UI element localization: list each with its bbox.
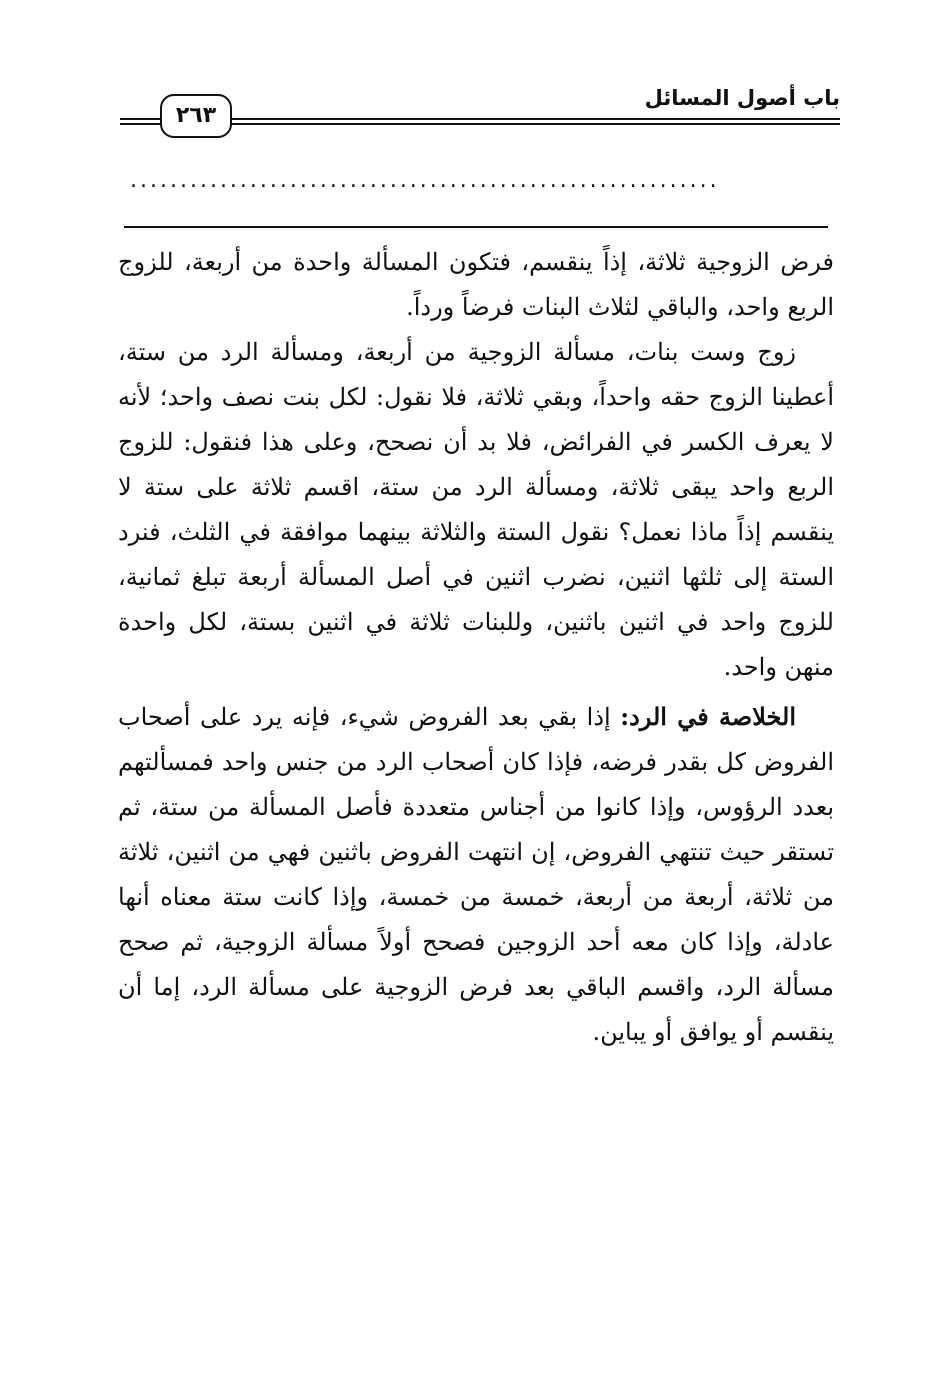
- paragraph-1: فرض الزوجية ثلاثة، إذاً ينقسم، فتكون المسألة واحدة من أربعة، للزوج الربع واحد، والباقي لثلاث البنات فرضاً ورداً.: [118, 248, 834, 321]
- paragraph-3: [118, 694, 834, 1055]
- header-rule-left: [120, 118, 160, 125]
- summary-heading: الخلاصة في الرد:: [620, 702, 796, 731]
- summary-text: إذا بقي بعد الفروض شيء، فإنه يرد على أصحاب الفروض كل بقدر فرضه، فإذا كان أصحاب الرد من جنس واحد فمسألتهم بعدد الرؤوس، وإذا كانوا من أجناس متعددة فأصل المسألة من ستة، ثم تستقر حيث تنتهي الفروض، إن انتهت الفروض باثنين فهي من اثنين، ثلاثة من ثلاثة، أربعة من أربعة، خمسة من خمسة، وإذا كانت ستة معناه أنها عادلة، وإذا كان معه أحد الزوجين فصحح أولاً مسألة الزوجية، ثم صحح مسألة الرد، واقسم الباقي بعد فرض الزوجية على مسألة الرد، إما أن ينقسم أو يوافق أو يباين.: [118, 703, 835, 1046]
- dotted-separator: ...........................................................: [130, 168, 720, 193]
- main-text: [118, 240, 834, 1055]
- horizontal-divider: [124, 226, 828, 228]
- header-rule-right: [230, 118, 840, 125]
- chapter-title: باب أصول المسائل: [644, 86, 840, 110]
- paragraph-2: زوج وست بنات، مسألة الزوجية من أربعة، ومسألة الرد من ستة، أعطينا الزوج حقه واحداً، وبقي ثلاثة، فلا نقول: لكل بنت نصف واحد؛ لأنه لا يعرف الكسر في الفرائض، فلا بد أن نصحح، وعلى هذا فنقول: للزوج الربع واحد يبقى ثلاثة، ومسألة الرد من ستة، اقسم ثلاثة على ستة لا ينقسم إذاً ماذا نعمل؟ نقول الستة والثلاثة بينهما موافقة في الثلث، فنرد الستة إلى ثلثها اثنين، نضرب اثنين في أصل المسألة أربعة تبلغ ثمانية، للزوج واحد في اثنين باثنين، وللبنات ثلاثة في اثنين بستة، لكل واحدة منهن واحد.: [118, 338, 834, 681]
- page-number: ٢٦٣: [160, 94, 232, 138]
- page-header: [120, 86, 840, 136]
